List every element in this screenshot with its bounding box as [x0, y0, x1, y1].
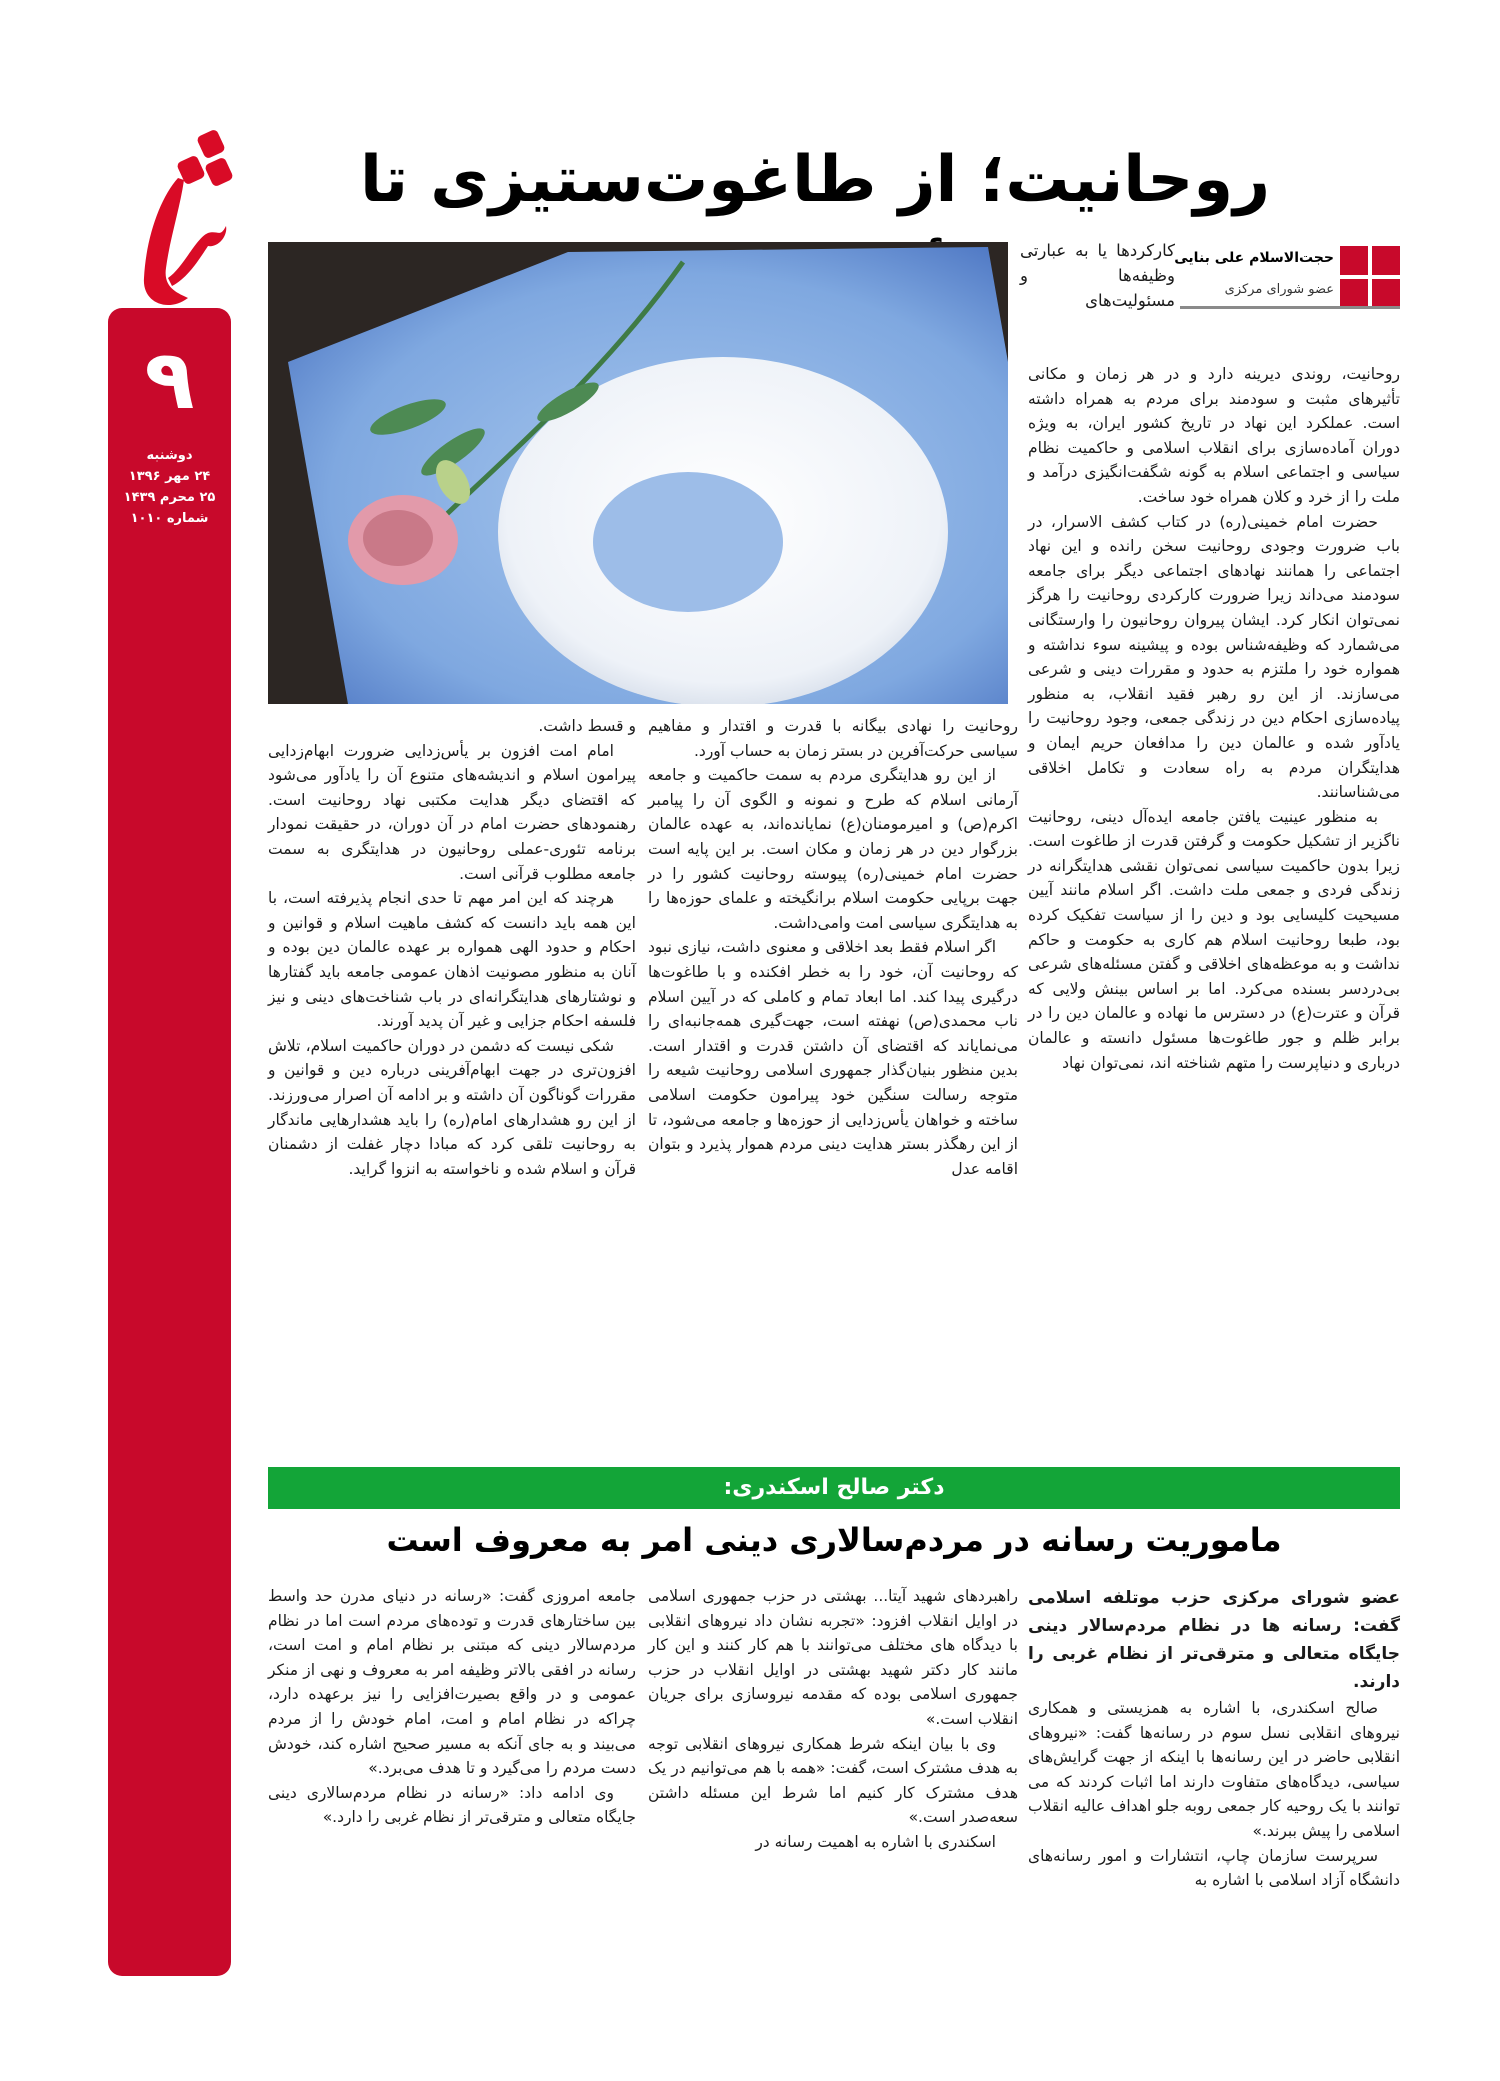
article-intro [1020, 238, 1175, 313]
article2-column-middle [648, 1584, 1018, 1855]
paragraph: اگر اسلام فقط بعد اخلاقی و معنوی داشت، نیازی نبود که روحانیت آن، خود را به خطر افکنده و با طاغوت‌ها درگیری پیدا کند. اما ابعاد تمام و کاملی که در آیین اسلام ناب محمدی(ص) نهفته است، جهت‌گیری همه‌جانبه‌ای را می‌نمایاند که اقتضای آن داشتن قدرت و اقتدار است. بدین منظور بنیان‌گذار جمهوری اسلامی روحانیت شیعه را متوجه رسالت سنگین خود پیرامون حکومت اسلامی ساخته و خواهان یأس‌زدایی از حوزه‌ها و جامعه می‌شود، تا از این رهگذر بستر هدایت دینی مردم هموار پذیرد و بتوان اقامه عدل [648, 938, 1018, 1178]
paragraph: از این رو هدایتگری مردم به سمت حاکمیت و جامعه آرمانی اسلام که طرح و نمونه و الگوی آن را پیامبر اکرم(ص) و امیرمومنان(ع) نمایانده‌اند، به عهده عالمان بزرگوار دین در هر زمان و مکان است. بر این پایه است حضرت امام خمینی(ره) پیوسته روحانیت کشور را در جهت برپایی حکومت اسلام برانگیخته و علمای حوزه‌ها را به هدایتگری سیاسی امت وامی‌داشت. [648, 766, 1018, 932]
paragraph: به منظور عینیت یافتن جامعه ایده‌آل دینی، روحانیت ناگزیر از تشکیل حکومت و گرفتن قدرت از طاغوت است. زیرا بدون حاکمیت سیاسی نمی‌توان نقشی هدایتگرانه در زندگی فردی و جمعی ملت داشت. اگر اسلام مانند آیین مسیحیت کلیسایی بود و دین را از سیاست تفکیک کرده بود، طبعا روحانیت اسلام هم کاری به حکومت و حاکم نداشت و به موعظه‌های اخلاقی و گفتن مسئله‌های شرعی بی‌دردسر بسنده می‌کرد. اما بر اساس بینش ولایی که قرآن و عترت(ع) در دسترس ما نهاده و عالمان دین را در برابر ظلم و جور طاغوت‌ها مسئول دانسته و عالمان درباری و دنیاپرست را متهم شناخته اند، نمی‌توان نهاد [1028, 807, 1400, 1072]
masthead-logo [108, 118, 238, 313]
paragraph: سرپرست سازمان چاپ، انتشارات و امور رسانه‌های دانشگاه آزاد اسلامی با اشاره به [1028, 1846, 1400, 1890]
paragraph: وی با بیان اینکه شرط همکاری نیروهای انقلابی توجه به هدف مشترک است، گفت: «همه با هم می‌توانیم در یک هدف مشترک کار کنیم اما شرط این مسئله داشتن سعه‌صدر است.» [648, 1734, 1018, 1827]
paragraph: روحانیت را نهادی بیگانه با قدرت و اقتدار و مفاهیم سیاسی حرکت‌آفرین در بستر زمان به حساب آورد. [648, 717, 1018, 760]
article-column-middle [648, 714, 1018, 1181]
weekday: دوشنبه [146, 448, 193, 463]
shoma-logo-icon [108, 118, 238, 313]
page-number: ۹ [144, 333, 195, 428]
paragraph: شکی نیست که دشمن در دوران حاکمیت اسلام، تلاش افزون‌تری در جهت ابهام‌آفرینی درباره دین و قوانین و مقررات گوناگون آن داشته و بر ادامه آن اصرار می‌ورزند. از این رو هشدارهای امام(ره) را باید هشدارهایی ماندگار به روحانیت تلقی کرد که مبادا دچار غفلت از دشمنان قرآن و اسلام شده و ناخواسته به انزوا گراید. [268, 1036, 636, 1178]
paragraph: و قسط داشت. [538, 717, 636, 735]
intro-paragraph: کارکردها یا به عبارتی وظیفه‌ها و مسئولیت‌های [1020, 241, 1175, 310]
author-divider [1180, 306, 1400, 309]
date-lunar: ۲۵ محرم ۱۴۳۹ [123, 490, 216, 505]
paragraph: راهبردهای شهید آیتا... بهشتی در حزب جمهوری اسلامی در اوایل انقلاب افزود: «تجربه نشان داد نیروهای انقلابی با دیدگاه های مختلف می‌توانند با هم کار کنند و این کار مانند کار دکتر شهید بهشتی در اوایل انقلاب در حزب جمهوری اسلامی بوده که مقدمه نیروسازی برای جریان انقلاب است.» [648, 1587, 1018, 1728]
turban-photo-icon [268, 242, 1008, 704]
section-banner: دکتر صالح اسکندری: [268, 1467, 1400, 1509]
lead-paragraph: عضو شورای مرکزی حزب موتلفه اسلامی گفت: رسانه ها در نظام مردم‌سالار دینی جایگاه متعالی و مترقی‌تر از نظام غربی را دارند. [1028, 1588, 1400, 1692]
article-headline: روحانیت؛ از طاغوت‌ستیزی تا [359, 143, 1271, 217]
author-box [1174, 246, 1400, 316]
paragraph: هرچند که این امر مهم تا حدی انجام پذیرفته است، با این همه باید دانست که کشف ماهیت اسلام و قوانین و احکام و حدود الهی همواره بر عهده عالمان دین بوده و آنان به منظور مصونیت اذهان عمومی جامعه باید گفتارها و نوشتارهای هدایتگرانه‌ای در باب شناخت‌های دینی و نیز فلسفه احکام جزایی و غیر آن پدید آورند. [268, 889, 636, 1031]
paragraph: حضرت امام خمینی(ره) در کتاب کشف الاسرار، در باب ضرورت وجودی روحانیت سخن رانده و این نهاد اجتماعی را همانند نهادهای اجتماعی دیگر برای جامعه سودمند می‌داند زیرا ضرورت کارکردی روحانیت را هرگز نمی‌توان انکار کرد. ایشان پیروان روحانیون را وارستگانی می‌شمارد که وظیفه‌شناس بوده و پیشینه سوء نداشته و همواره خود را ملتزم به حدود و مقررات دینی و شرعی می‌سازند. از این رو رهبر فقید انقلاب، به منظور پیاده‌سازی احکام دین در زندگی جمعی، وجود روحانیت را یادآور شده و عالمان دین را مدافعان حریم ایمان و هدایتگران مردم به راه سعادت و تکامل اخلاقی می‌شناسانند. [1028, 512, 1400, 802]
paragraph: صالح اسکندری، با اشاره به همزیستی و همکاری نیروهای انقلابی نسل سوم در رسانه‌ها گفت: «نیروهای انقلابی حاضر در این رسانه‌ها با اینکه از جهت گرایش‌های سیاسی، دیدگاه‌های متفاوت دارند اما اثبات کردند که می توانند با یک روحیه کار جمعی روبه جلو اهداف عالیه انقلاب اسلامی را پیش ببرند.» [1028, 1699, 1400, 1840]
paragraph: امام امت افزون بر یأس‌زدایی ضرورت ابهام‌زدایی پیرامون اسلام و اندیشه‌های متنوع آن را یادآور می‌شود که اقتضای دیگر هدایت مکتبی نهاد روحانیت است. رهنمودهای حضرت امام در آن دوران، در حقیقت نمودار برنامه تئوری-عملی روحانیون در هدایتگری به سمت جامعه مطلوب قرآنی است. [268, 741, 636, 883]
article-column-left [268, 714, 636, 1181]
date-solar: ۲۴ مهر ۱۳۹۶ [128, 469, 211, 484]
author-logo-icon [1340, 246, 1400, 308]
date-block [108, 445, 231, 529]
author-role: عضو شورای مرکزی [1224, 282, 1334, 297]
article-photo [268, 242, 1008, 704]
paragraph: روحانیت، روندی دیرینه دارد و در هر زمان و مکانی تأثیرهای مثبت و سودمند برای مردم به همراه داشته است. عملکرد این نهاد در تاریخ کشور ایران، به ویژه دوران آماده‌سازی برای انقلاب اسلامی و حاکمیت نظام سیاسی و اجتماعی اسلام به گونه شگفت‌انگیزی درآمد و ملت را از خرد و کلان همراه خود ساخت. [1028, 365, 1400, 506]
article2-headline: ماموریت رسانه در مردم‌سالاری دینی امر به معروف است [386, 1521, 1282, 1559]
article2-column-left [268, 1584, 636, 1830]
issue-number: شماره ۱۰۱۰ [130, 511, 209, 526]
author-name: حجت‌الاسلام علی بنایی [1174, 250, 1334, 266]
paragraph: وی ادامه داد: «رسانه در نظام مردم‌سالاری دینی جایگاه متعالی و مترقی‌تر از نظام غربی را دارد.» [268, 1783, 636, 1827]
paragraph: اسکندری با اشاره به اهمیت رسانه در [755, 1832, 996, 1851]
article-column-right [1028, 362, 1400, 1075]
side-rail [108, 308, 231, 1976]
article2-column-right [1028, 1584, 1400, 1893]
paragraph: جامعه امروزی گفت: «رسانه در دنیای مدرن حد واسط بین ساختارهای قدرت و توده‌های مردم است اما در نظام مردم‌سالار دینی که مبتنی بر نظام امام و امت است، رسانه در افقی بالاتر وظیفه امر به معروف و نهی از منکر عمومی و در واقع بصیرت‌افزایی را نیز برعهده دارد، چراکه در نظام امام و امت، امام خودش را از مردم می‌بیند و به جای آنکه به مسیر صحیح اشاره کند، خودش دست مردم را می‌گیرد و تا هدف می‌برد.» [268, 1587, 636, 1778]
